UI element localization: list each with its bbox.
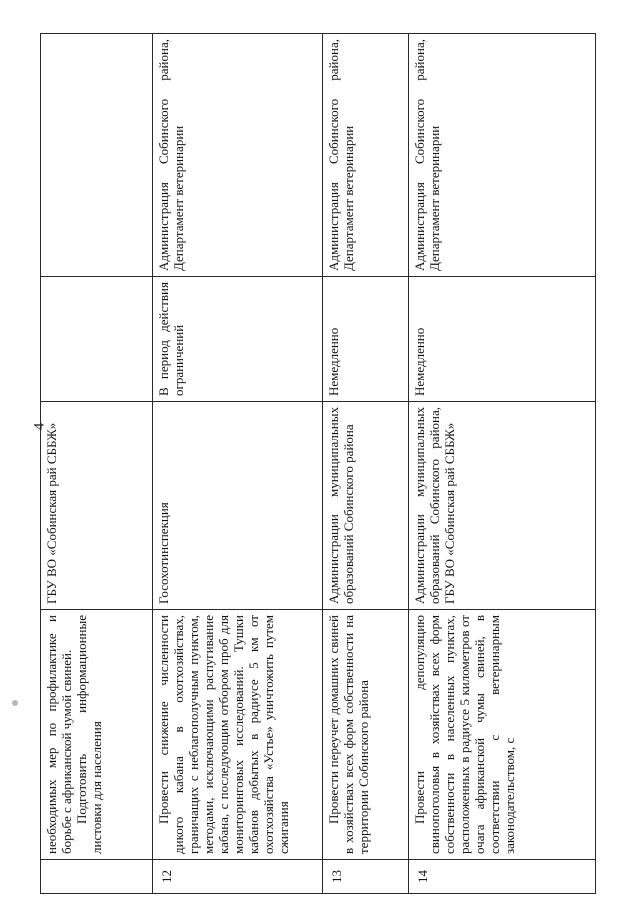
page-number: 4 <box>31 422 48 431</box>
table-row <box>153 34 323 894</box>
executor-cell: ГБУ ВО «Собинская рай СББЖ» <box>41 402 153 610</box>
executor-cell: Госохотинспекция <box>153 402 323 610</box>
row-number: 12 <box>153 860 323 894</box>
responsible-cell: Администрация Собинского района, Департамент ветеринарии <box>409 34 596 277</box>
row-number <box>41 860 153 894</box>
table-row <box>409 34 596 894</box>
table-row <box>323 34 409 894</box>
measure-text: Провести переучет домашних свиней в хозяйствах всех форм собственности на территории Собинского района <box>326 615 371 854</box>
measure-text: необходимых мер по профилактике и борьбе с африканской чумой свиней. <box>44 615 74 854</box>
table-row <box>41 34 153 894</box>
row-number: 14 <box>409 860 596 894</box>
measures-table <box>40 33 596 894</box>
deadline-cell: Немедленно <box>323 277 409 402</box>
row-number: 13 <box>323 860 409 894</box>
responsible-cell: Администрация Собинского района, Департамент ветеринарии <box>323 34 409 277</box>
executor-cell: Администрации муниципальных образований Собинского района <box>323 402 409 610</box>
deadline-cell: В период действия ограничений <box>153 277 323 402</box>
measure-cell <box>153 610 323 860</box>
executor-cell: Администрации муниципальных образований Собинского района, ГБУ ВО «Собинская рай СББЖ» <box>409 402 596 610</box>
measure-cell <box>409 610 596 860</box>
rotated-table-container <box>40 34 595 894</box>
deadline-cell: Немедленно <box>409 277 596 402</box>
measure-cell <box>41 610 153 860</box>
deadline-cell <box>41 277 153 402</box>
measure-text: Провести снижение численности дикого кабана в охотхозяйствах, граничащих с неблагополучным пунктом, методами, исключающими распугивание кабана, с последующим отбором проб для мониторинговых исследований. Тушки кабанов добытых в радиусе 5 км от охотхозяйства «Устье» уничтожить путем сжигания <box>156 615 291 854</box>
measure-cell <box>323 610 409 860</box>
responsible-cell: Администрация Собинского района, Департамент ветеринарии <box>153 34 323 277</box>
scan-dot <box>12 700 18 706</box>
measure-text: Провести депопуляцию свинопоголовья в хозяйствах всех форм собственности в населенных пунктах, расположенных в радиусе 5 километров от очага африканской чумы свиней, в соответствии с ветеринарным законодательством, с <box>412 615 517 854</box>
measure-text: Подготовить информационные листовки для населения <box>74 615 104 854</box>
responsible-cell <box>41 34 153 277</box>
